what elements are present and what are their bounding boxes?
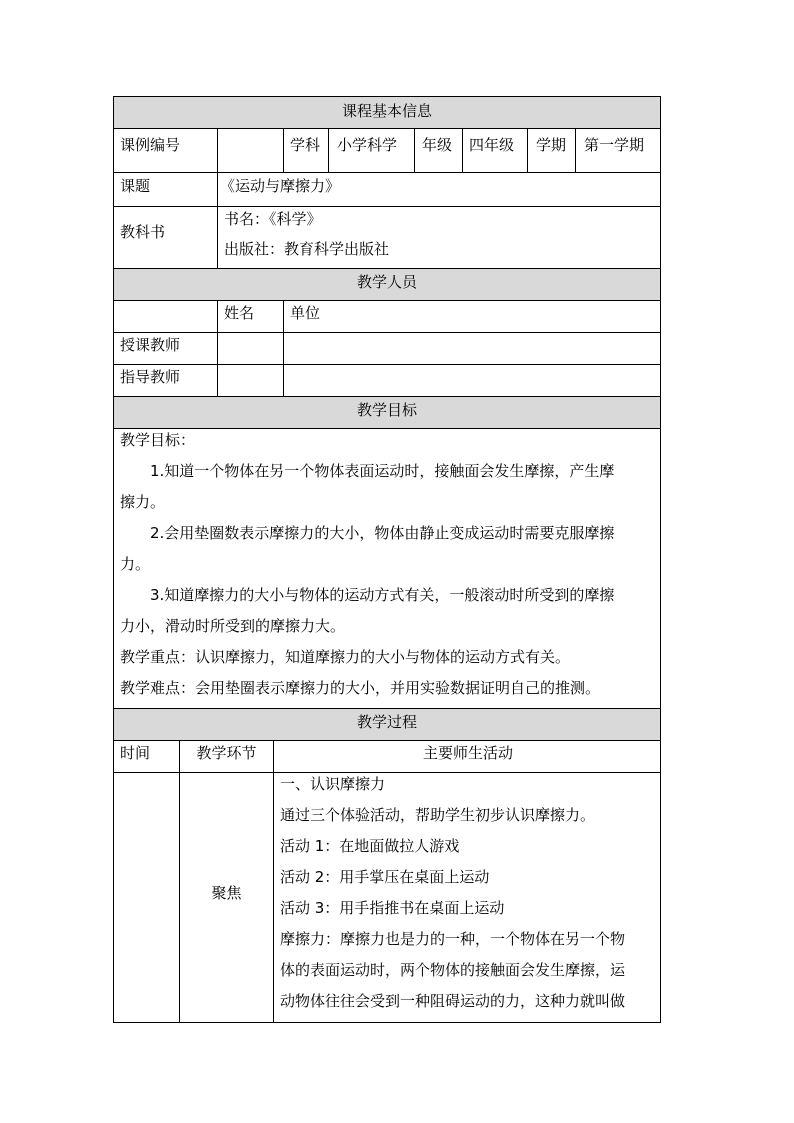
col-unit: 单位 xyxy=(290,304,321,322)
table-rule xyxy=(113,300,661,301)
table-rule xyxy=(113,364,661,365)
activity-line: 活动 1：在地面做拉人游戏 xyxy=(280,837,460,855)
col-activity: 主要师生活动 xyxy=(422,744,513,762)
objectives-line: 力。 xyxy=(120,555,151,573)
basic-info-header xyxy=(113,96,661,128)
basic-info-header-text: 课程基本信息 xyxy=(341,102,432,120)
topic-row xyxy=(113,172,661,206)
table-rule xyxy=(113,332,661,333)
objectives-header xyxy=(113,396,661,428)
table-rule xyxy=(113,396,661,397)
staff-header-text: 教学人员 xyxy=(356,273,417,291)
objectives-header-text: 教学目标 xyxy=(356,401,417,419)
label-term: 学期 xyxy=(536,136,567,154)
staff-row-advisor xyxy=(113,364,661,396)
col-time: 时间 xyxy=(120,744,151,762)
activity-line: 摩擦力：摩擦力也是力的一种，一个物体在另一个物 xyxy=(280,930,626,948)
process-header-text: 教学过程 xyxy=(356,713,417,731)
process-column-headers xyxy=(113,740,661,772)
label-advisor: 指导教师 xyxy=(120,368,181,386)
label-grade: 年级 xyxy=(422,136,453,154)
grade-value: 四年级 xyxy=(469,136,515,154)
activity-line: 体的表面运动时，两个物体的接触面会发生摩擦，运 xyxy=(280,961,626,979)
process-header xyxy=(113,708,661,740)
table-rule xyxy=(113,1022,661,1023)
table-rule xyxy=(113,772,661,773)
activity-line: 动物体往往会受到一种阻碍运动的力，这种力就叫做 xyxy=(280,992,626,1010)
subject-value: 小学科学 xyxy=(337,136,398,154)
table-rule xyxy=(113,96,661,97)
table-rule xyxy=(113,206,661,207)
table-rule xyxy=(113,740,661,741)
label-topic: 课题 xyxy=(120,177,151,195)
textbook-name: 书名：《科学》 xyxy=(224,210,322,228)
objectives-line: 1.知道一个物体在另一个物体表面运动时，接触面会发生摩擦，产生摩 xyxy=(150,462,615,480)
activity-line: 活动 3：用手指推书在桌面上运动 xyxy=(280,899,505,917)
objectives-line: 力小，滑动时所受到的摩擦力大。 xyxy=(120,617,346,635)
activity-line: 一、认识摩擦力 xyxy=(280,775,386,793)
topic-value: 《运动与摩擦力》 xyxy=(220,177,341,195)
process-row-focus xyxy=(113,772,661,1023)
staff-header xyxy=(113,268,661,300)
stage-focus: 聚焦 xyxy=(211,884,242,902)
label-course-code: 课例编号 xyxy=(120,136,181,154)
objectives-line: 2.会用垫圈数表示摩擦力的大小，物体由静止变成运动时需要克服摩擦 xyxy=(150,524,615,542)
objectives-body xyxy=(113,428,661,708)
table-rule xyxy=(113,268,661,269)
label-subject: 学科 xyxy=(290,136,321,154)
col-stage: 教学环节 xyxy=(196,744,257,762)
activity-line: 活动 2：用手掌压在桌面上运动 xyxy=(280,868,490,886)
table-rule xyxy=(113,428,661,429)
objectives-key-point: 教学重点：认识摩擦力，知道摩擦力的大小与物体的运动方式有关。 xyxy=(120,648,571,666)
term-value: 第一学期 xyxy=(584,136,645,154)
objectives-difficulty: 教学难点：会用垫圈表示摩擦力的大小，并用实验数据证明自己的推测。 xyxy=(120,679,601,697)
staff-row-teacher xyxy=(113,332,661,364)
staff-header-row xyxy=(113,300,661,332)
col-name: 姓名 xyxy=(224,304,255,322)
objectives-line: 3.知道摩擦力的大小与物体的运动方式有关，一般滚动时所受到的摩擦 xyxy=(150,586,615,604)
basic-info-row xyxy=(113,128,661,172)
table-rule xyxy=(113,172,661,173)
textbook-row xyxy=(113,206,661,268)
label-textbook: 教科书 xyxy=(120,223,166,241)
table-rule xyxy=(113,128,661,129)
label-teacher: 授课教师 xyxy=(120,336,181,354)
objectives-line: 擦力。 xyxy=(120,493,166,511)
table-rule xyxy=(113,708,661,709)
activity-line: 通过三个体验活动，帮助学生初步认识摩擦力。 xyxy=(280,806,596,824)
textbook-publisher: 出版社：教育科学出版社 xyxy=(224,240,390,258)
objectives-line: 教学目标： xyxy=(120,431,196,449)
